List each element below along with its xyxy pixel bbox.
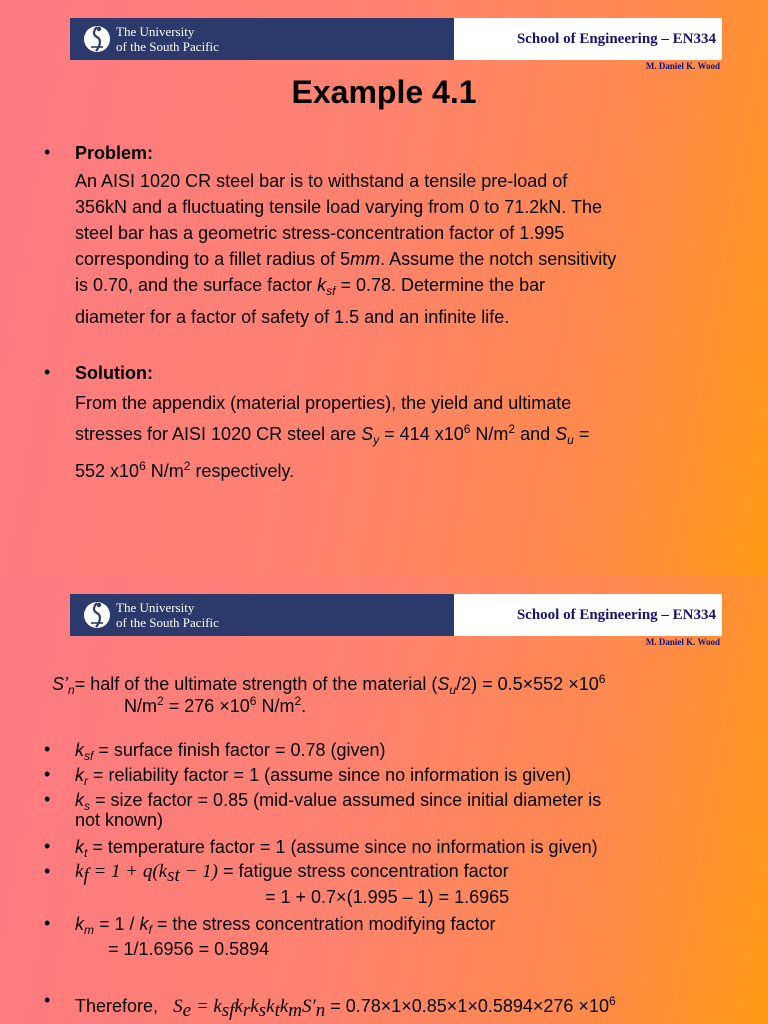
university-crest-icon [84, 21, 118, 57]
slide-title: Example 4.1 [291, 74, 477, 110]
kt-item: $k_t$ = temperature factor = 1 (assume since no information is given) [75, 837, 598, 860]
university-line-1: The University [116, 24, 195, 39]
problem-line: is 0.70, and the surface factor $k_{sf} = 0.78$. Determine the bar [75, 275, 546, 298]
bullet-dot: • [44, 362, 51, 382]
bullet-dot: • [44, 836, 51, 856]
solution-line: stresses for AISI 1020 CR steel are $S_y = 414$ $x10^6$ $N/m^2$ and $S_u$ = [75, 422, 590, 447]
author-name: M. Daniel K. Wood [645, 637, 720, 647]
bullet-dot: • [44, 142, 51, 162]
school-title: School of Engineering – EN334 [516, 31, 716, 47]
problem-text [75, 168, 735, 330]
solution-heading: Solution: [75, 363, 153, 383]
problem-line: steel bar has a geometric stress-concentration factor of 1.995 [75, 223, 565, 243]
problem-line: An AISI 1020 CR steel bar is to withstand a tensile pre-load of [75, 171, 568, 191]
kr-item: $k_r$ = reliability factor = 1 (assume since no information is given) [75, 765, 572, 788]
ks-item-continued: not known) [75, 810, 164, 830]
university-logo-block [70, 594, 454, 636]
sn-definition-line-2: $N/m^2 = 276 \times 10^6$ $N/m^2$. [124, 694, 307, 716]
university-line-1: The University [116, 600, 195, 615]
header-banner [70, 594, 722, 636]
km-item: $k_m = 1 / k_f$ = the stress concentration modifying factor [75, 914, 496, 937]
solution-text [75, 390, 735, 484]
sn-definition-line-1: $S’_n=$ half of the ultimate strength of the material $(S_u/2) = 0.5\times 552 \times 10^6$ [52, 672, 606, 697]
se-equation: Therefore, Se = ksfkrksktkmS′n = $0.78\times 1\times 0.85\times 1\times 0.5894\times 276 \times 10^6$ [75, 994, 616, 1021]
author-name: M. Daniel K. Wood [645, 61, 720, 71]
problem-line: diameter for a factor of safety of 1.5 and an infinite life. [75, 307, 510, 327]
bullet-dot: • [44, 789, 51, 809]
solution-line: 552 $x10^6$ $N/m^2$ respectively. [75, 459, 295, 481]
problem-heading: Problem: [75, 143, 154, 163]
solution-line: From the appendix (material properties), the yield and ultimate [75, 393, 572, 413]
header-banner [70, 18, 722, 60]
university-line-2: of the South Pacific [116, 615, 219, 630]
bullet-dot: • [44, 764, 51, 784]
university-name [116, 24, 219, 54]
problem-line: 356kN and a fluctuating tensile load varying from 0 to 71.2kN. The [75, 197, 602, 217]
university-logo-block [70, 18, 454, 60]
ksf-item: $k_{sf}$ = surface finish factor = 0.78 (given) [75, 740, 386, 763]
bullet-dot: • [44, 913, 51, 933]
slide-2 [0, 576, 768, 1024]
university-name [116, 600, 219, 630]
bullet-dot: • [44, 739, 51, 759]
university-line-2: of the South Pacific [116, 39, 219, 54]
km-calculation: = 1/1.6956 = 0.5894 [108, 939, 270, 959]
bullet-dot: • [44, 861, 51, 881]
bullet-dot: • [44, 990, 51, 1010]
ks-item: $k_s$ = size factor = 0.85 (mid-value assumed since initial diameter is [75, 790, 602, 813]
kf-equation: kf = 1 + q(kst − 1) = fatigue stress concentration factor [75, 861, 509, 886]
kf-calculation: = 1 + 0.7×(1.995 – 1) = 1.6965 [265, 887, 510, 907]
university-crest-icon [84, 597, 118, 633]
problem-line: corresponding to a fillet radius of 5mm. Assume the notch sensitivity [75, 249, 617, 269]
school-title: School of Engineering – EN334 [516, 607, 716, 623]
